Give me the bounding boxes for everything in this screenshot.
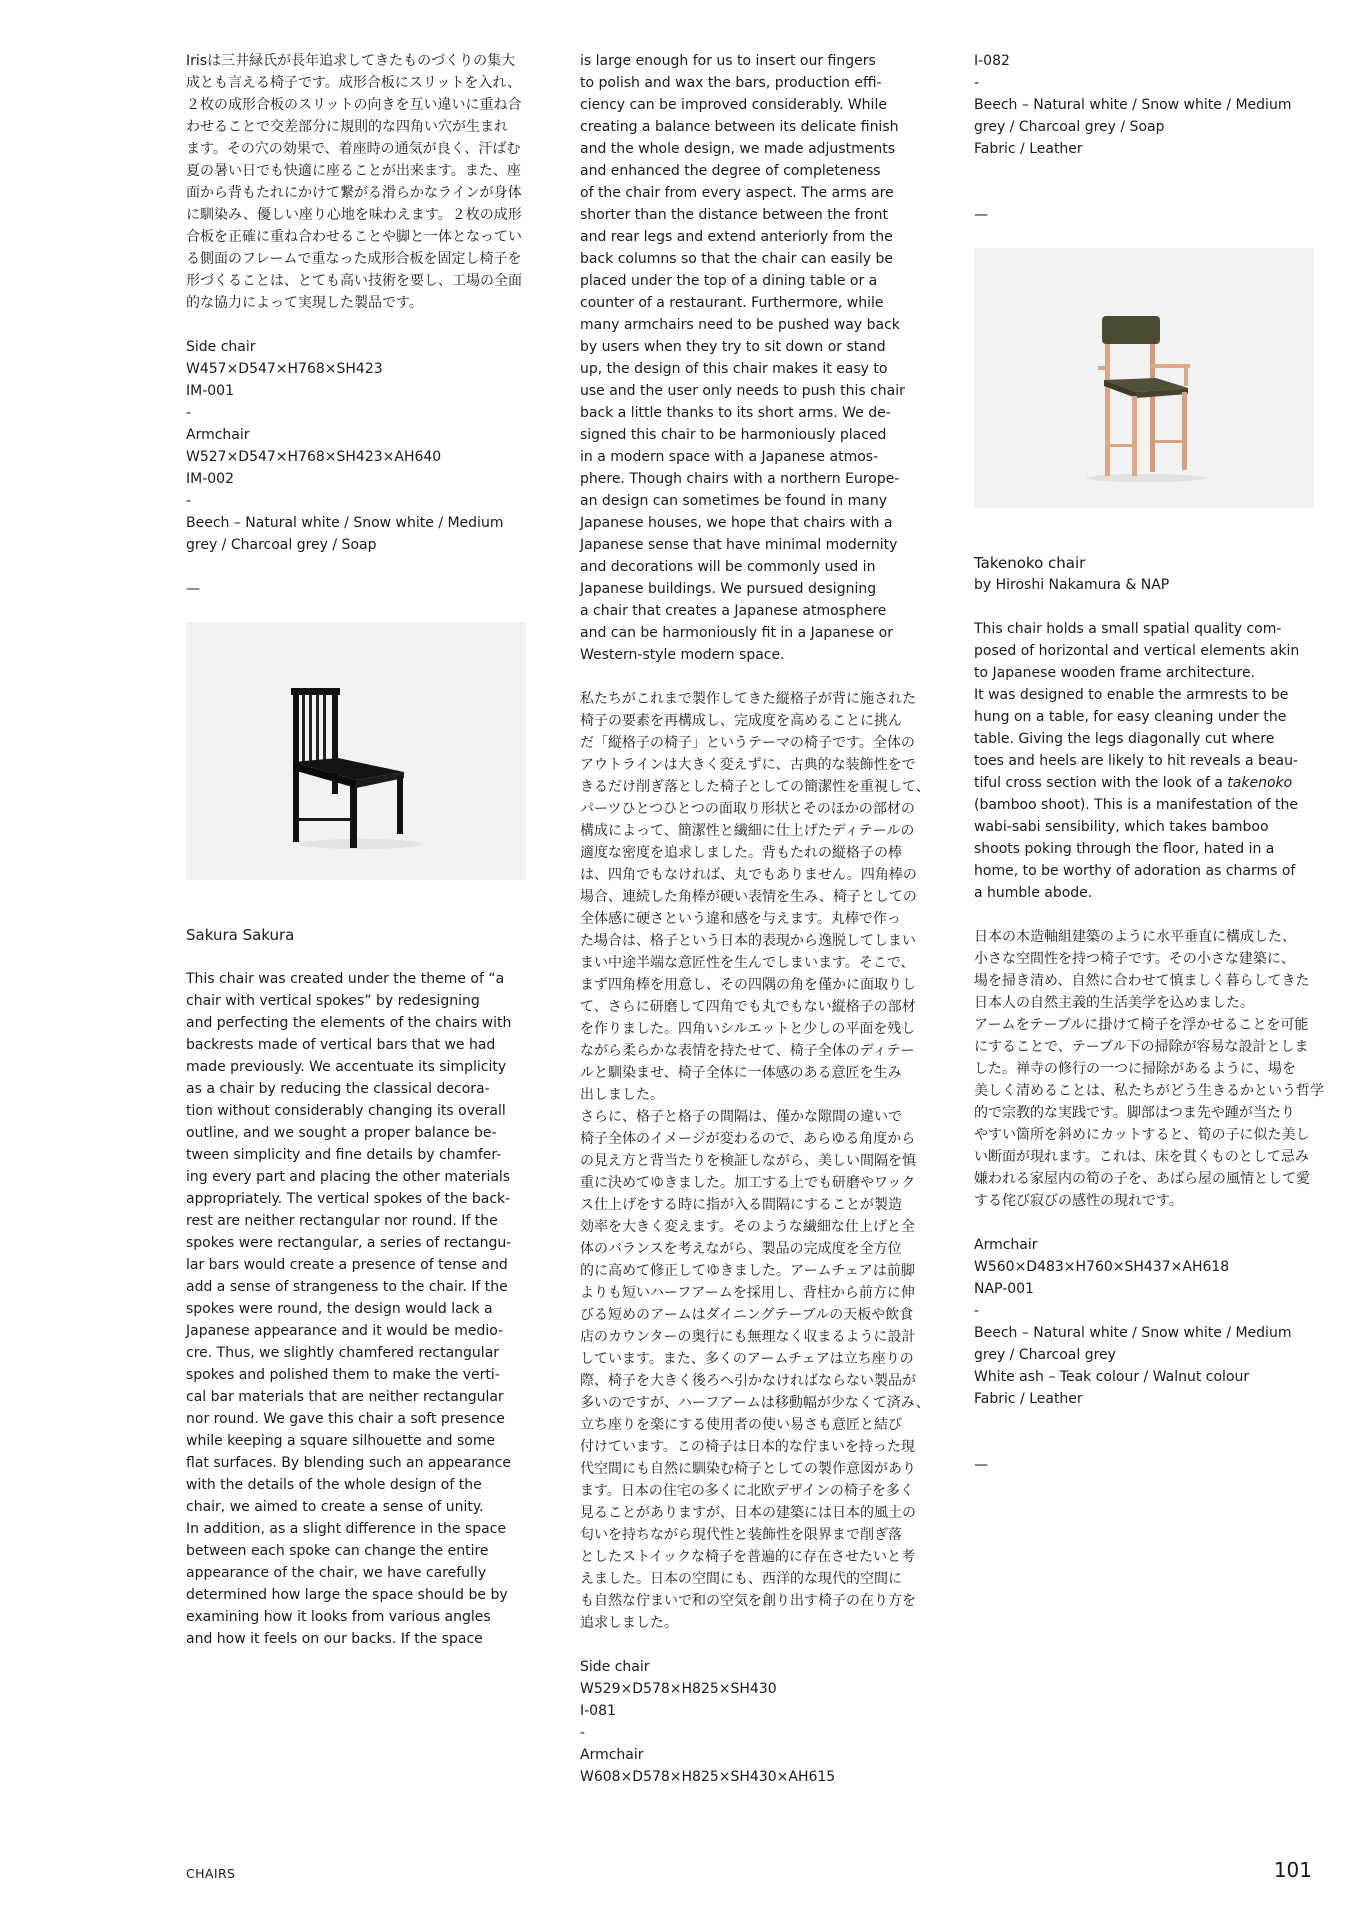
italic-term: takenoko [1227,775,1293,791]
text-line: ます。その穴の効果で、着座時の通気が良く、汗ばむ [186,141,521,157]
sakura-sakura-description-en-continued [580,50,920,666]
text-line: 付けています。この椅子は日本的な佇まいを持った現 [580,1439,915,1455]
text-line: 追求しました。 [580,1615,678,1631]
text-line: back a little thanks to its short arms. We de- [580,405,891,421]
text-line: Fabric / Leather [974,141,1083,157]
text-line: 見ることがありますが、日本の建築には日本的風土の [580,1505,916,1521]
text-line: 日本の木造軸組建築のように水平垂直に構成した、 [974,929,1296,945]
text-line: 場を掃き清め、自然に合わせて慎ましく暮らしてきた [974,973,1310,989]
text-line: い断面が現れます。これは、床を貫くものとして忌み [974,1149,1309,1165]
text-line: 日本人の自然主義的生活美学を込めました。 [974,995,1254,1011]
text-line: Western-style modern space. [580,647,785,663]
text-line: grey / Charcoal grey / Soap [186,537,377,553]
text-line: 椅子の要素を再構成し、完成度を高めることに挑ん [580,713,902,729]
sakura-chair-illustration [186,622,526,880]
takenoko-chair-illustration [974,248,1314,508]
text-line: tween simplicity and fine details by chamfer- [186,1147,502,1163]
takenoko-chair-description-en [974,618,1314,904]
text-line: 適度な密度を追求しました。背もたれの縦格子の棒 [580,845,902,861]
text-line: - [974,1303,980,1319]
text-line: IM-002 [186,471,234,487]
text-line: 場合、連続した角棒が硬い表情を生み、椅子としての [580,889,917,905]
text-line: posed of horizontal and vertical elements akin [974,643,1300,659]
text-line: だ「縦格子の椅子」というテーマの椅子です。全体の [580,735,915,751]
text-line: した。禅寺の修行の一つに掃除があるように、場を [974,1061,1296,1077]
text-line: 効率を大きく変えます。そのような繊細な仕上げと全 [580,1219,915,1235]
text-line: - [580,1725,586,1741]
text-line: - [186,405,192,421]
text-line: を作りました。四角いシルエットと少しの平面を残し [580,1021,916,1037]
text-line: は、四角でもなければ、丸でもありません。四角棒の [580,867,917,883]
text-line: 的な協力によって実現した製品です。 [186,295,423,311]
text-line: hung on a table, for easy cleaning under the [974,709,1287,725]
text-line: determined how large the space should be by [186,1587,508,1603]
text-line: W529×D578×H825×SH430 [580,1681,777,1697]
sakura-sakura-specs [580,1656,920,1788]
text-line: Japanese appearance and it would be medio- [186,1323,504,1339]
text-line: creating a balance between its delicate finish [580,119,899,135]
text-line: まず四角棒を用意し、その四隅の角を僅かに面取りし [580,977,916,993]
text-line: chair, we aimed to create a sense of unity. [186,1499,484,1515]
text-line: Japanese houses, we hope that chairs with a [580,515,893,531]
text-line: placed under the top of a dining table or a [580,273,878,289]
text-line: 多いのですが、ハーフアームは移動幅が少なくて済み、 [580,1395,930,1411]
text-line: by users when they try to sit down or stand [580,339,886,355]
text-line: Japanese buildings. We pursued designing [580,581,877,597]
iris-specs [186,336,526,556]
text-line: as a chair by reducing the classical decora- [186,1081,490,1097]
text-line: 成とも言える椅子です。成形合板にスリットを入れ、 [186,75,522,91]
text-line: nor round. We gave this chair a soft presence [186,1411,505,1427]
text-line: I-082 [974,53,1010,69]
text-line: W608×D578×H825×SH430×AH615 [580,1769,836,1785]
text-line: アウトラインは大きく変えずに、古典的な装飾性をで [580,757,916,773]
text-line: ciency can be improved considerably. While [580,97,887,113]
sakura-sakura-specs-continued [974,50,1314,160]
text-line: - [974,75,980,91]
text-line: 立ち座りを楽にする使用者の使い易さも意匠と結び [580,1417,902,1433]
text-line: home, to be worthy of adoration as charms of [974,863,1296,879]
text-line: 形づくることは、とても高い技術を要し、工場の全面 [186,273,522,289]
text-line: toes and heels are likely to hit reveals a beau- [974,753,1299,769]
takenoko-chair-title: Takenoko chair [974,554,1086,572]
text-line: さらに、格子と格子の間隔は、僅かな隙間の違いで [580,1109,902,1125]
text-line: 椅子全体のイメージが変わるので、あらゆる角度から [580,1131,916,1147]
text-line: 小さな空間性を持つ椅子です。その小さな建築に、 [974,951,1295,967]
text-line: and perfecting the elements of the chairs with [186,1015,512,1031]
text-line: まい中途半端な意匠性を生んでしまいます。そこで、 [580,955,915,971]
text-line: にすることで、テーブル下の掃除が容易な設計としま [974,1039,1309,1055]
text-line: る側面のフレームで重なった成形合板を固定し椅子を [186,251,522,267]
text-line: 重に決めてゆきました。加工する上でも研磨やワック [580,1175,916,1191]
left-column [186,50,526,1650]
text-line: outline, and we sought a proper balance be- [186,1125,497,1141]
text-line: an design can sometimes be found in many [580,493,887,509]
text-line: tiful cross section with the look of a takenoko [974,775,1293,791]
text-line: Japanese sense that have minimal modernity [580,537,898,553]
text-line: a humble abode. [974,885,1093,901]
text-line: Side chair [580,1659,650,1675]
text-line: アームをテーブルに掛けて椅子を浮かせることを可能 [974,1017,1309,1033]
text-line: many armchairs need to be pushed way back [580,317,900,333]
text-line: IM-001 [186,383,234,399]
text-line: back columns so that the chair can easily be [580,251,893,267]
text-line: grey / Charcoal grey / Soap [974,119,1165,135]
text-line: Irisは三井緑氏が長年追求してきたものづくりの集大 [186,53,516,69]
text-line: ing every part and placing the other materials [186,1169,511,1185]
text-line: and the whole design, we made adjustments [580,141,895,157]
text-line: びる短めのアームはダイニングテーブルの天板や飲食 [580,1307,914,1323]
text-line: 際、椅子を大きく後ろへ引かなければならない製品が [580,1373,916,1389]
text-line: add a sense of strangeness to the chair. If the [186,1279,508,1295]
text-line: cre. Thus, we slightly chamfered rectangular [186,1345,500,1361]
takenoko-chair-designer: by Hiroshi Nakamura & NAP [974,577,1170,593]
text-line: a chair that creates a Japanese atmosphere [580,603,887,619]
text-line: - [186,493,192,509]
right-column [974,50,1324,1476]
text-line: and can be harmoniously fit in a Japanese or [580,625,893,641]
text-line: ２枚の成形合板のスリットの向きを互い違いに重ね合 [186,97,522,113]
text-line: and how it feels on our backs. If the space [186,1631,483,1647]
text-line: 体のバランスを考えながら、製品の完成度を全方位 [580,1241,902,1257]
text-line: (bamboo shoot). This is a manifestation of the [974,797,1298,813]
text-line: use and the user only needs to push this chair [580,383,905,399]
text-line: and enhanced the degree of completeness [580,163,881,179]
text-line: Armchair [580,1747,644,1763]
text-line: in a modern space with a Japanese atmos- [580,449,879,465]
text-line: tion without considerably changing its overall [186,1103,506,1119]
text-line: of the chair from every aspect. The arms are [580,185,894,201]
text-line: ルと馴染ませ、椅子全体に一体感のある意匠を生み [580,1065,902,1081]
sakura-sakura-description-ja [580,688,930,1634]
iris-description-ja [186,50,526,314]
text-line: It was designed to enable the armrests to be [974,687,1289,703]
takenoko-chair-specs [974,1234,1314,1410]
footer-section-label: CHAIRS [186,1866,236,1881]
text-line: phere. Though chairs with a northern Europe- [580,471,900,487]
text-line: 的に高めて修正してゆきました。アームチェアは前脚 [580,1263,915,1279]
text-line: counter of a restaurant. Furthermore, while [580,295,884,311]
text-line: shorter than the distance between the front [580,207,888,223]
text-line: appearance of the chair, we have carefully [186,1565,487,1581]
text-line: lar bars would create a presence of tense and [186,1257,508,1273]
text-line: する侘び寂びの感性の現れです。 [974,1193,1183,1209]
takenoko-chair-photo [974,248,1314,508]
text-line: も自然な佇まいで和の空気を創り出す椅子の在り方を [580,1593,916,1609]
text-line: chair with vertical spokes” by redesigning [186,993,480,1009]
text-line: grey / Charcoal grey [974,1347,1116,1363]
text-line: た場合は、格子という日本的表現から逸脱してしまい [580,933,916,949]
text-line: ながら柔らかな表情を持たせて、椅子全体のディテー [580,1043,915,1059]
text-line: cal bar materials that are neither rectangular [186,1389,504,1405]
text-line: rest are neither rectangular nor round. If the [186,1213,498,1229]
text-line: appropriately. The vertical spokes of the back- [186,1191,511,1207]
text-line: ます。日本の住宅の多くに北欧デザインの椅子を多く [580,1483,914,1499]
text-line: to polish and wax the bars, production effi- [580,75,882,91]
sakura-sakura-title: Sakura Sakura [186,926,295,944]
text-line: up, the design of this chair makes it easy to [580,361,888,377]
text-line: の見え方と背当たりを検証しながら、美しい間隔を慎 [580,1153,916,1169]
text-line: て、さらに研磨して四角でも丸でもない縦格子の部材 [580,999,916,1015]
text-line: ス仕上げをする時に指が入る間隔にすることが製造 [580,1197,902,1213]
text-line: backrests made of vertical bars that we had [186,1037,496,1053]
text-line: while keeping a square silhouette and some [186,1433,496,1449]
text-line: This chair was created under the theme of “a [186,971,505,987]
section-divider: — [186,581,200,597]
text-line: 匂いを持ちながら現代性と装飾性を限界まで削ぎ落 [580,1527,902,1543]
text-line: Fabric / Leather [974,1391,1083,1407]
text-line: 的で宗教的な実践です。脚部はつま先や踵が当たり [974,1105,1295,1121]
section-divider: — [974,1457,988,1473]
text-line: 全体感に硬さという違和感を与えます。丸棒で作っ [580,911,901,927]
sakura-sakura-chair-photo [186,622,526,880]
text-line: 美しく清めることは、私たちがどう生きるかという哲学 [974,1083,1324,1099]
text-line: 合板を正確に重ね合わせることや脚と一体となってい [186,229,522,245]
text-line: えました。日本の空間にも、西洋的な現代的空間に [580,1571,902,1587]
text-line: and rear legs and extend anteriorly from the [580,229,893,245]
text-line: Armchair [974,1237,1038,1253]
text-line: spokes were round, the design would lack a [186,1301,493,1317]
text-line: としたストイックな椅子を普遍的に存在させたいと考 [580,1549,916,1565]
section-divider: — [974,207,988,223]
text-line: Armchair [186,427,250,443]
text-line: wabi-sabi sensibility, which takes bamboo [974,819,1269,835]
text-line: W527×D547×H768×SH423×AH640 [186,449,442,465]
text-line: NAP-001 [974,1281,1034,1297]
text-line: signed this chair to be harmoniously placed [580,427,887,443]
text-line: is large enough for us to insert our fingers [580,53,876,69]
text-line: 私たちがこれまで製作してきた縦格子が背に施された [580,691,916,707]
text-line: 出しました。 [580,1087,664,1103]
text-line: examining how it looks from various angles [186,1609,491,1625]
text-line: Beech – Natural white / Snow white / Medium [186,515,504,531]
text-line: しています。また、多くのアームチェアは立ち座りの [580,1351,914,1367]
text-line: spokes were rectangular, a series of rectangu- [186,1235,512,1251]
text-line: 夏の暑い日でも快適に座ることが出来ます。また、座 [186,163,521,179]
text-line: with the details of the whole design of the [186,1477,482,1493]
takenoko-chair-description-ja [974,926,1324,1212]
text-line: White ash – Teak colour / Walnut colour [974,1369,1250,1385]
text-line: よりも短いハーフアームを採用し、背柱から前方に伸 [580,1285,915,1301]
text-line: Beech – Natural white / Snow white / Medium [974,97,1292,113]
text-line: I-081 [580,1703,616,1719]
text-line: やすい箇所を斜めにカットすると、筍の子に似た美し [974,1127,1310,1143]
text-line: きるだけ削ぎ落とした椅子としての簡潔性を重視して、 [580,779,930,795]
text-line: shoots poking through the floor, hated in a [974,841,1275,857]
sakura-sakura-description-en [186,968,526,1650]
text-line: W457×D547×H768×SH423 [186,361,383,377]
page-number: 101 [1273,1858,1312,1882]
text-line: 面から背もたれにかけて繋がる滑らかなラインが身体 [186,185,522,201]
text-line: 構成によって、簡潔性と繊細に仕上げたディテールの [580,823,915,839]
text-line: made previously. We accentuate its simplicity [186,1059,507,1075]
middle-column [580,50,930,1788]
text-line: パーツひとつひとつの面取り形状とそのほかの部材の [580,801,915,817]
text-line: わせることで交差部分に規則的な四角い穴が生まれ [186,119,508,135]
text-line: and decorations will be commonly used in [580,559,876,575]
text-line: flat surfaces. By blending such an appearance [186,1455,512,1471]
text-line: table. Giving the legs diagonally cut where [974,731,1275,747]
text-line: This chair holds a small spatial quality com- [974,621,1282,637]
text-line: に馴染み、優しい座り心地を味わえます。２枚の成形 [186,207,522,223]
text-line: Side chair [186,339,256,355]
text-line: to Japanese wooden frame architecture. [974,665,1256,681]
text-line: 店のカウンターの奥行にも無理なく収まるように設計 [580,1329,916,1345]
text-line: 嫌われる家屋内の筍の子を、あばら屋の風情として愛 [974,1171,1310,1187]
text-line: W560×D483×H760×SH437×AH618 [974,1259,1230,1275]
text-line: between each spoke can change the entire [186,1543,489,1559]
text-line: Beech – Natural white / Snow white / Medium [974,1325,1292,1341]
text-line: 代空間にも自然に馴染む椅子としての製作意図があり [580,1461,916,1477]
text-line: In addition, as a slight difference in the space [186,1521,506,1537]
text-line: spokes and polished them to make the verti- [186,1367,500,1383]
